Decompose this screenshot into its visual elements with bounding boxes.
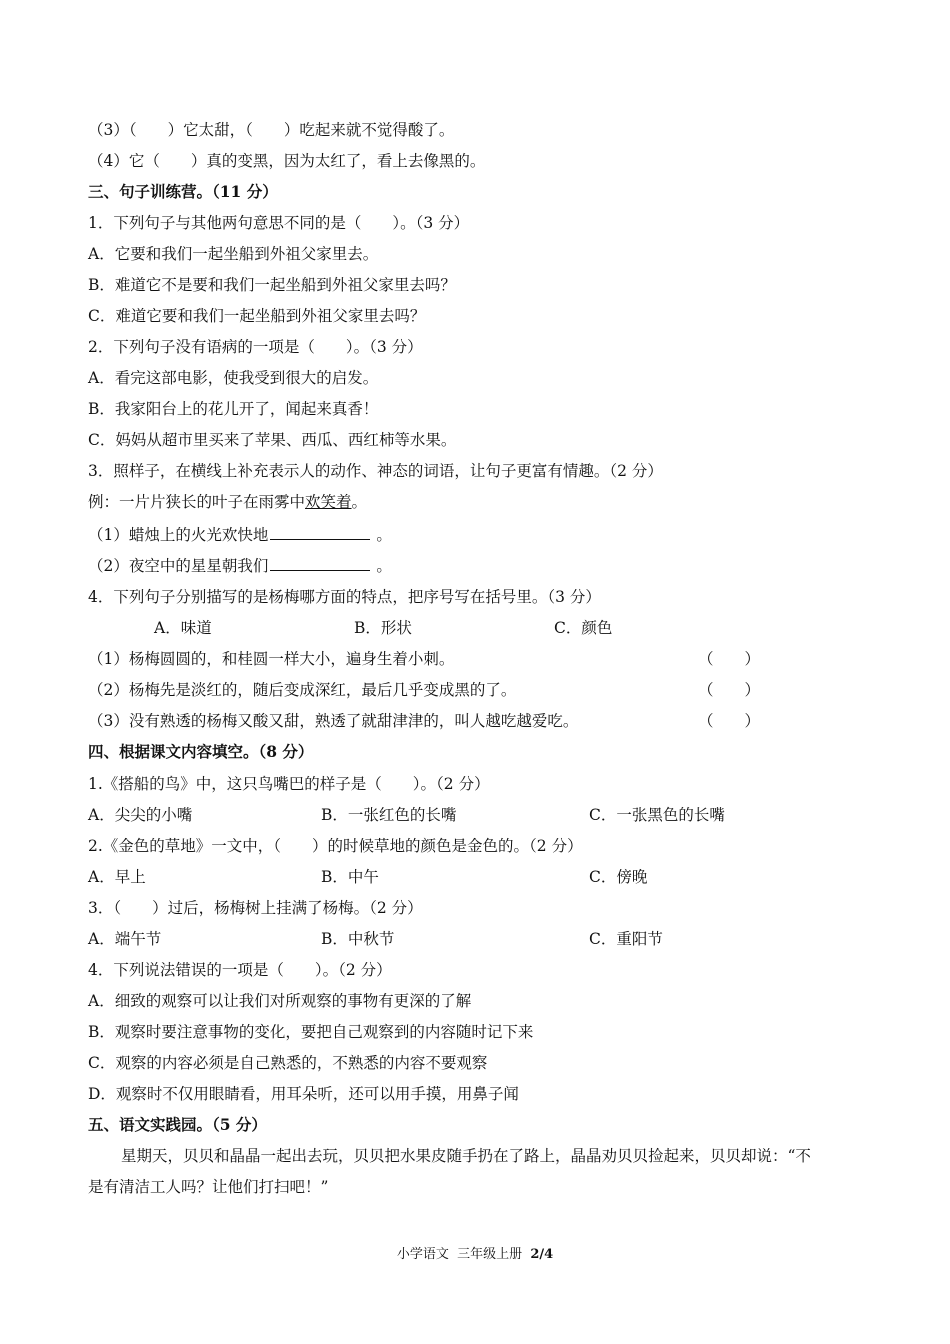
option-a: A．看完这部电影，使我受到很大的启发。 — [88, 369, 379, 387]
option-c: C．颜色 — [554, 619, 613, 637]
answer-parentheses[interactable]: （ ） — [698, 650, 761, 668]
option-d: D．观察时不仅用眼睛看，用耳朵听，还可以用手摸，用鼻子闻 — [88, 1085, 519, 1103]
option-b: B．我家阳台上的花儿开了，闻起来真香！ — [88, 400, 379, 418]
blank-period: 。 — [376, 526, 392, 544]
option-c: C．妈妈从超市里买来了苹果、西瓜、西红柿等水果。 — [88, 431, 457, 449]
question-3-2: 2．下列句子没有语病的一项是（ ）。（3 分） — [88, 338, 423, 356]
blank-sentence-1 — [88, 525, 392, 545]
option-b: B．难道它不是要和我们一起坐船到外祖父家里去吗？ — [88, 276, 456, 294]
passage-line-2: 是有清洁工人吗？让他们打扫吧！” — [88, 1178, 329, 1196]
option-a: A．细致的观察可以让我们对所观察的事物有更深的了解 — [88, 992, 472, 1010]
question-3-3: 3．照样子，在横线上补充表示人的动作、神态的词语，让句子更富有情趣。（2 分） — [88, 462, 663, 480]
trait-sentence-3: （3）没有熟透的杨梅又酸又甜，熟透了就甜津津的，叫人越吃越爱吃。 — [88, 712, 579, 730]
example-period: 。 — [351, 493, 368, 511]
question-4-4: 4．下列说法错误的一项是（ ）。（2 分） — [88, 961, 392, 979]
option-a: A．尖尖的小嘴 — [88, 806, 193, 824]
answer-blank[interactable] — [270, 525, 370, 540]
blank-period: 。 — [376, 557, 392, 575]
example-text: 例：一片片狭长的叶子在雨雾中 — [88, 493, 306, 511]
page-number: 2/4 — [530, 1247, 554, 1262]
question-4-3: 3．（ ）过后，杨梅树上挂满了杨梅。（2 分） — [88, 899, 423, 917]
trait-sentence-1: （1）杨梅圆圆的，和桂圆一样大小，遍身生着小刺。 — [88, 650, 455, 668]
answer-parentheses[interactable]: （ ） — [698, 712, 761, 730]
option-b: B．一张红色的长嘴 — [321, 806, 457, 824]
option-c: C．傍晚 — [589, 868, 648, 886]
passage-line-1: 星期天，贝贝和晶晶一起出去玩，贝贝把水果皮随手扔在了路上，晶晶劝贝贝捡起来，贝贝却说：“不 — [121, 1147, 811, 1165]
example-underlined-word: 欢笑着 — [305, 493, 352, 511]
option-b: B．形状 — [354, 619, 412, 637]
fill-item-3: （3）（ ）它太甜，（ ）吃起来就不觉得酸了。 — [88, 121, 455, 139]
section-3-heading: 三、句子训练营。（11 分） — [88, 182, 278, 201]
question-3-4: 4．下列句子分别描写的是杨梅哪方面的特点，把序号写在括号里。（3 分） — [88, 588, 601, 606]
trait-sentence-2: （2）杨梅先是淡红的，随后变成深红，最后几乎变成黑的了。 — [88, 681, 517, 699]
option-b: B．中午 — [321, 868, 379, 886]
footer-text: 小学语文 三年级上册 — [396, 1247, 531, 1262]
option-b: B．观察时要注意事物的变化，要把自己观察到的内容随时记下来 — [88, 1023, 534, 1041]
example-sentence — [88, 492, 367, 512]
question-4-1: 1.《搭船的鸟》中，这只鸟嘴巴的样子是（ ）。（2 分） — [88, 775, 490, 793]
option-c: C．难道它要和我们一起坐船到外祖父家里去吗？ — [88, 307, 426, 325]
page-footer — [0, 1243, 950, 1262]
option-c: C．一张黑色的长嘴 — [589, 806, 725, 824]
blank-sentence-text: （2）夜空中的星星朝我们 — [88, 557, 269, 575]
answer-parentheses[interactable]: （ ） — [698, 681, 761, 699]
question-3-1: 1．下列句子与其他两句意思不同的是（ ）。（3 分） — [88, 214, 470, 232]
question-4-2: 2.《金色的草地》一文中，（ ）的时候草地的颜色是金色的。（2 分） — [88, 837, 583, 855]
section-5-heading: 五、语文实践园。（5 分） — [88, 1115, 267, 1134]
option-a: A．端午节 — [88, 930, 162, 948]
section-4-heading: 四、根据课文内容填空。（8 分） — [88, 742, 314, 761]
fill-item-4: （4）它（ ）真的变黑，因为太红了，看上去像黑的。 — [88, 152, 486, 170]
blank-sentence-2 — [88, 556, 392, 576]
option-c: C．重阳节 — [589, 930, 663, 948]
blank-sentence-text: （1）蜡烛上的火光欢快地 — [88, 526, 269, 544]
option-c: C．观察的内容必须是自己熟悉的，不熟悉的内容不要观察 — [88, 1054, 488, 1072]
option-b: B．中秋节 — [321, 930, 395, 948]
option-a: A．它要和我们一起坐船到外祖父家里去。 — [88, 245, 379, 263]
option-a: A．味道 — [154, 619, 212, 637]
answer-blank[interactable] — [270, 556, 370, 571]
option-a: A．早上 — [88, 868, 146, 886]
